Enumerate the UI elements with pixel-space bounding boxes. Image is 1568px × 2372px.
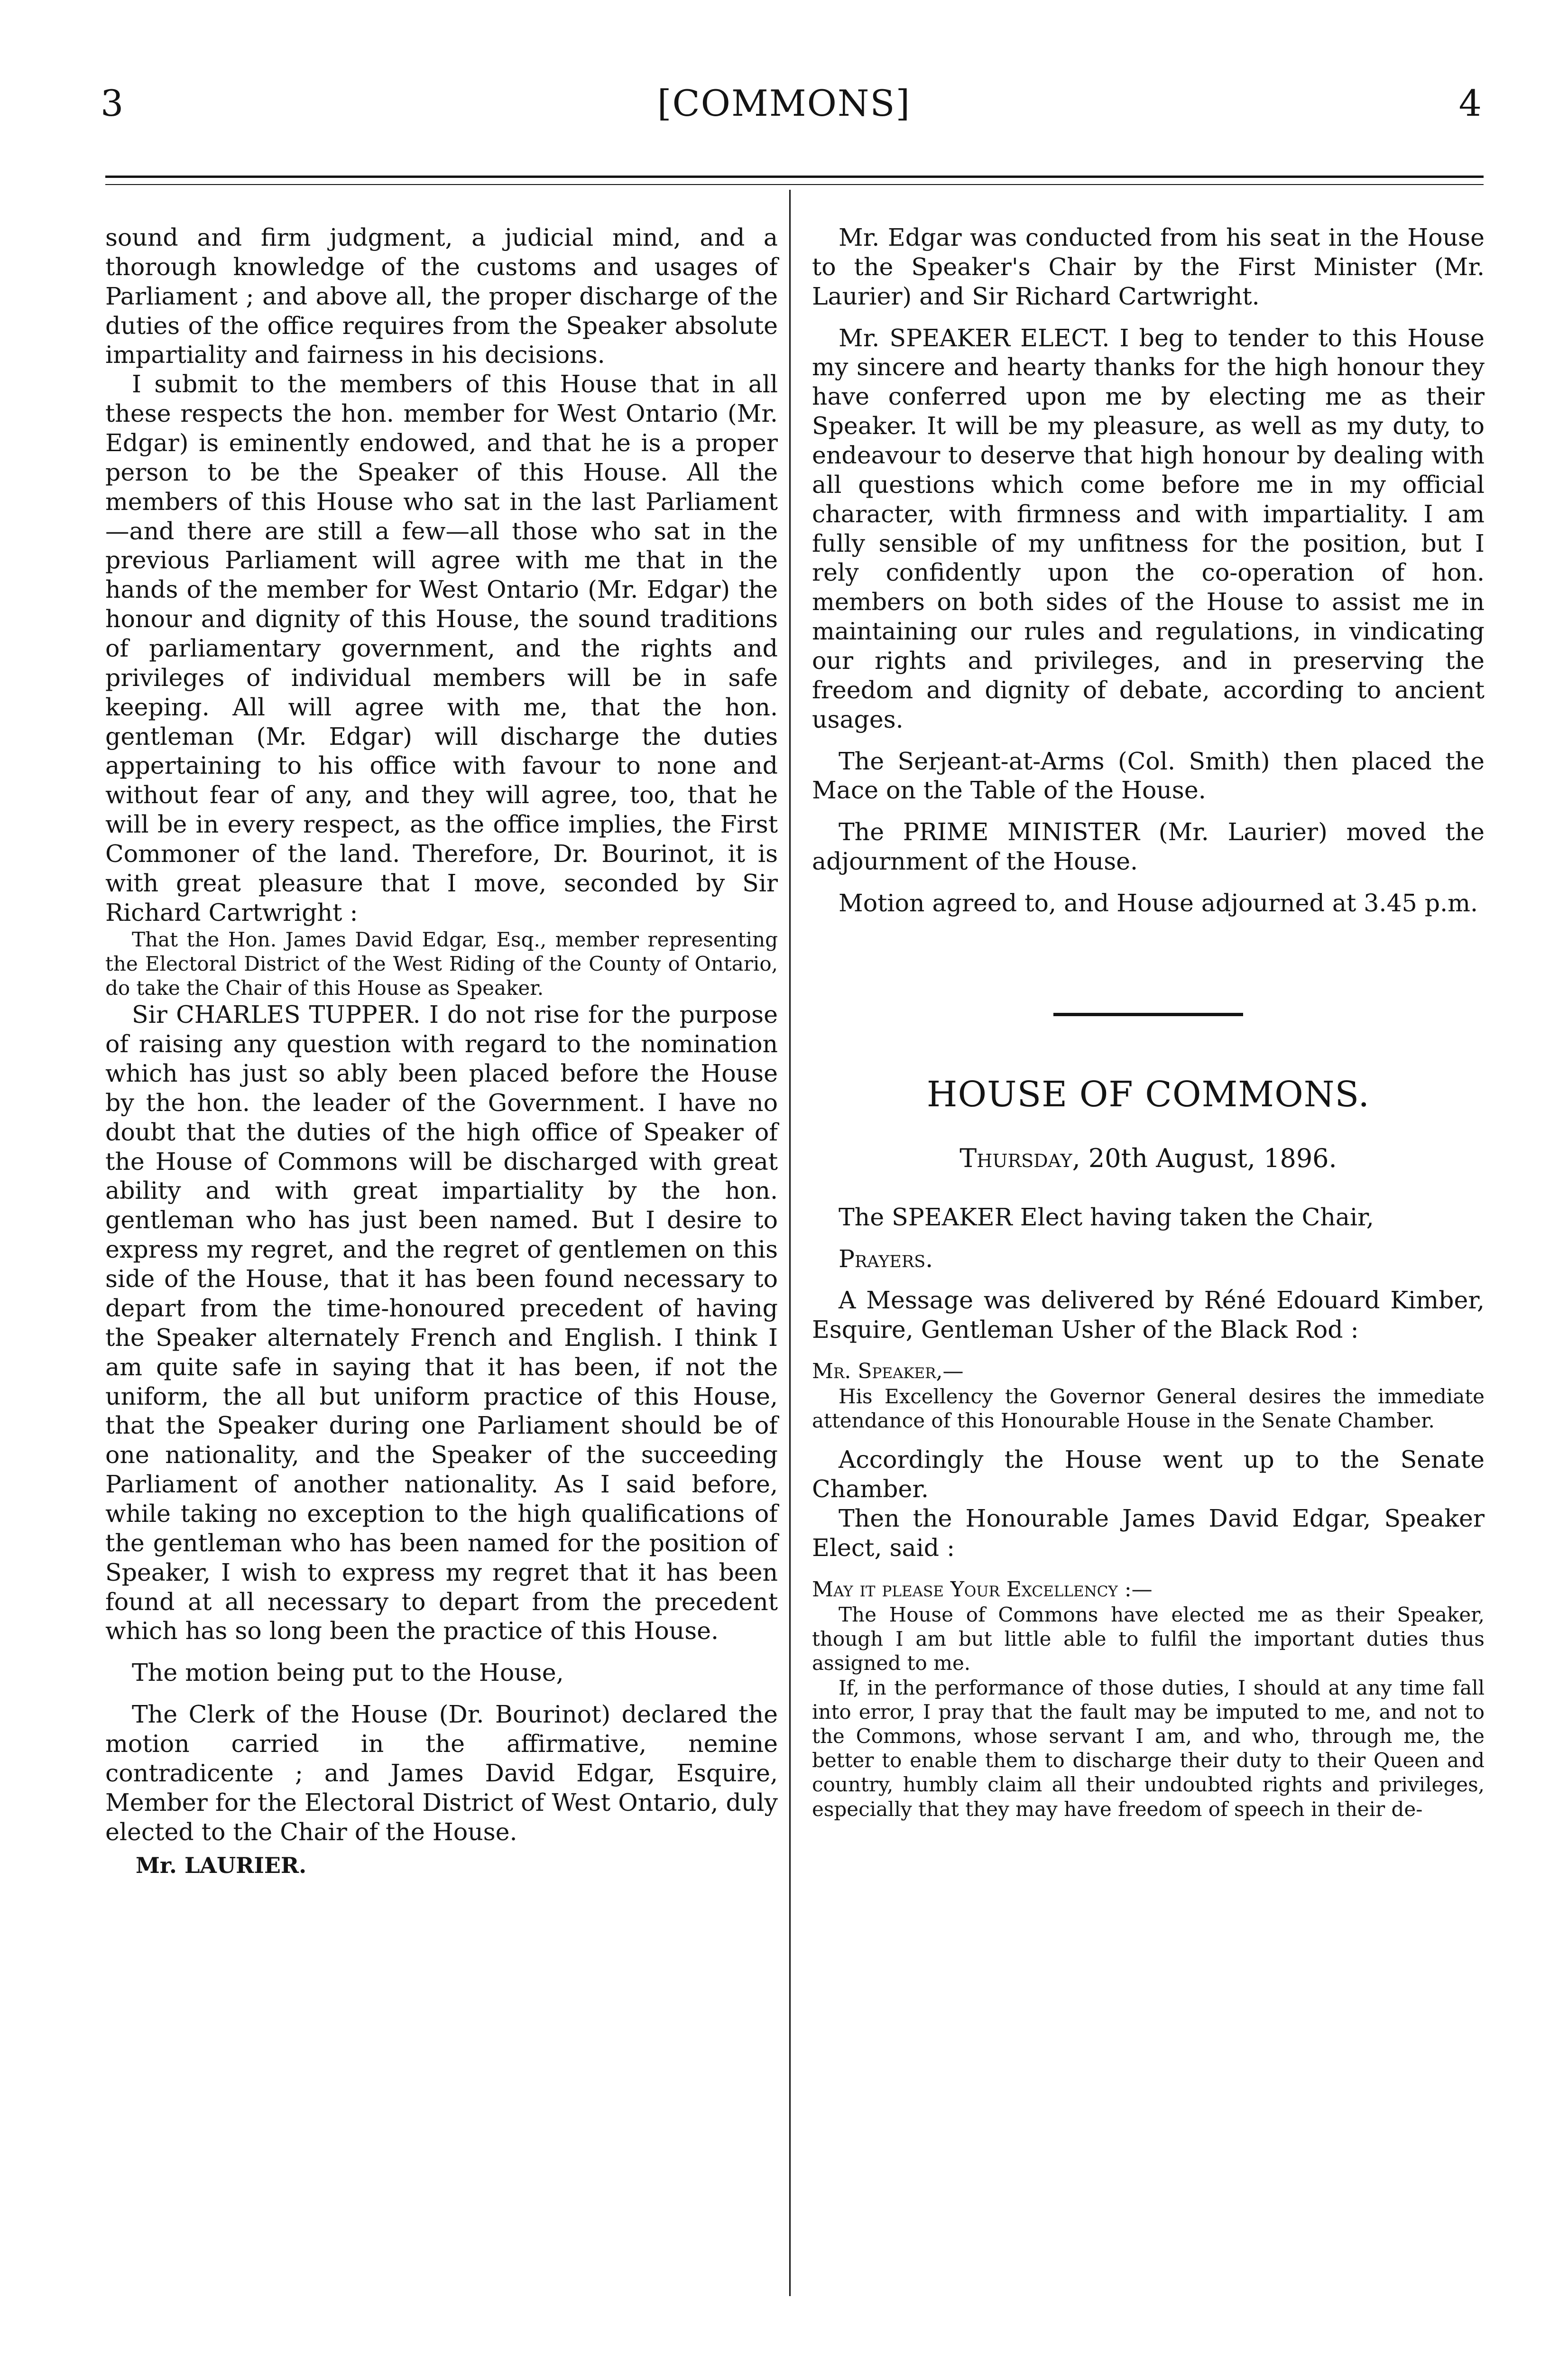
header-rule-thin	[105, 184, 1484, 185]
motion-quote: That the Hon. James David Edgar, Esq., member representing the Electoral District of the West Riding of the County of Ontario, do take the Chair of this House as Speaker.	[105, 927, 778, 1000]
date-day: Thursday	[959, 1143, 1072, 1173]
paragraph: A Message was delivered by Réné Edouard Kimber, Esquire, Gentleman Usher of the Black Rod :	[812, 1286, 1485, 1344]
address-quote: The House of Commons have elected me as their Speaker, though I am but little able to fulfil the important duties thus assigned to me.	[812, 1603, 1485, 1675]
paragraph: Then the Honourable James David Edgar, Speaker Elect, said :	[812, 1504, 1485, 1562]
speaker-name: Mr. SPEAKER ELECT.	[839, 324, 1110, 352]
header-rule-thick	[105, 176, 1484, 178]
paragraph	[812, 817, 1485, 876]
speech-text: I do not rise for the purpose of raising any question with regard to the nomination which has just so ably been placed before the House by the hon. the leader of the Government. I have no doubt that the duties of the high office of Speaker of the House of Commons will be discharged with great ability and with great impartiality by the hon. gentleman who has just been named. But I desire to express my regret, and the regret of gentlemen on this side of the House, that it has been found necessary to depart from the time-honoured precedent of having the Speaker alternately French and English. I think I am quite safe in saying that it has been, if not the uniform, the all but uniform practice of this House, that the Speaker during one Parliament should be of one nationality, and the Speaker of the succeeding Parliament of another nationality. As I said before, while taking no exception to the high qualifications of the gentleman who has been named for the position of Speaker, I wish to express my regret that it has been found at all necessary to depart from the precedent which has so long been the practice of this House.	[105, 1001, 778, 1645]
paragraph: Accordingly the House went up to the Senate Chamber.	[812, 1445, 1485, 1503]
page-number-left: 3	[101, 82, 124, 124]
paragraph	[105, 1000, 778, 1646]
page-number-right: 4	[1458, 82, 1482, 124]
left-column	[105, 223, 778, 1879]
date-text: , 20th August, 1896.	[1072, 1143, 1337, 1173]
paragraph: The Serjeant-at-Arms (Col. Smith) then placed the Mace on the Table of the House.	[812, 747, 1485, 805]
paragraph: The Clerk of the House (Dr. Bourinot) declared the motion carried in the affirmative, nemine contradicente ; and James David Edgar, Esquire, Member for the Electoral District of West Ontario, duly elected to the Chair of the House.	[105, 1700, 778, 1846]
text-fragment: (Mr. Laurier) moved the adjournment of the House.	[812, 818, 1485, 876]
paragraph: Mr. Edgar was conducted from his seat in the House to the Speaker's Chair by the First Minister (Mr. Laurier) and Sir Richard Cartwright.	[812, 223, 1485, 310]
speaker-signoff: Mr. LAURIER.	[136, 1853, 307, 1879]
message-quote: His Excellency the Governor General desires the immediate attendance of this Honourable House in the Senate Chamber.	[812, 1385, 1485, 1433]
section-rule	[1053, 1013, 1243, 1016]
speech-text: I beg to tender to this House my sincere and hearty thanks for the high honour they have conferred upon me by electing me as their Speaker. It will be my pleasure, as well as my duty, to endeavour to deserve that high honour by dealing with all questions which come before me in my official character, with firmness and with impartiality. I am fully sensible of my unfitness for the position, but I rely confidently upon the co-operation of hon. members on both sides of the House to assist me in maintaining our rules and regulations, in vindicating our rights and privileges, and in preserving the freedom and dignity of debate, according to ancient usages.	[812, 324, 1485, 733]
running-title: [COMMONS]	[657, 82, 911, 124]
sitting-date	[812, 1143, 1485, 1174]
paragraph: The SPEAKER Elect having taken the Chair,	[839, 1203, 1374, 1231]
paragraph: sound and firm judgment, a judicial mind, and a thorough knowledge of the customs and usages of Parliament ; and above all, the proper discharge of the duties of the office requires from the Speaker absolute impartiality and fairness in his decisions.	[105, 223, 778, 369]
speaker-name: PRIME MINISTER	[903, 818, 1140, 846]
paragraph	[812, 324, 1485, 734]
salutation: May it please Your Excellency :—	[812, 1577, 1153, 1602]
column-divider	[789, 190, 791, 2296]
right-column	[812, 223, 1485, 1821]
paragraph: Motion agreed to, and House adjourned at 3.45 p.m.	[839, 889, 1478, 917]
paragraph: The motion being put to the House,	[132, 1659, 564, 1687]
text-fragment: The	[839, 818, 903, 846]
prayers-label: Prayers.	[839, 1244, 933, 1273]
paragraph: I submit to the members of this House that in all these respects the hon. member for West Ontario (Mr. Edgar) is eminently endowed, and that he is a proper person to be the Speaker of this House. All the members of this House who sat in the last Parliament—and there are still a few—all those who sat in the previous Parliament will agree with me that in the hands of the member for West Ontario (Mr. Edgar) the honour and dignity of this House, the sound traditions of parliamentary government, and the rights and privileges of individual members will be in safe keeping. All will agree with me, that the hon. gentleman (Mr. Edgar) will discharge the duties appertaining to his office with favour to none and without fear of any, and they will agree, too, that he will be in every respect, as the office implies, the First Commoner of the land. Therefore, Dr. Bourinot, it is with great pleasure that I move, seconded by Sir Richard Cartwright :	[105, 370, 778, 927]
speaker-name: Sir CHARLES TUPPER.	[132, 1001, 421, 1029]
section-heading: HOUSE OF COMMONS.	[926, 1074, 1370, 1115]
salutation: Mr. Speaker,—	[812, 1359, 964, 1384]
address-quote: If, in the performance of those duties, I should at any time fall into error, I pray that the fault may be imputed to me, and not to the Commons, whose servant I am, and who, through me, the better to enable them to discharge their duty to their Queen and country, humbly claim all their undoubted rights and privileges, especially that they may have freedom of speech in their de-	[812, 1676, 1485, 1821]
